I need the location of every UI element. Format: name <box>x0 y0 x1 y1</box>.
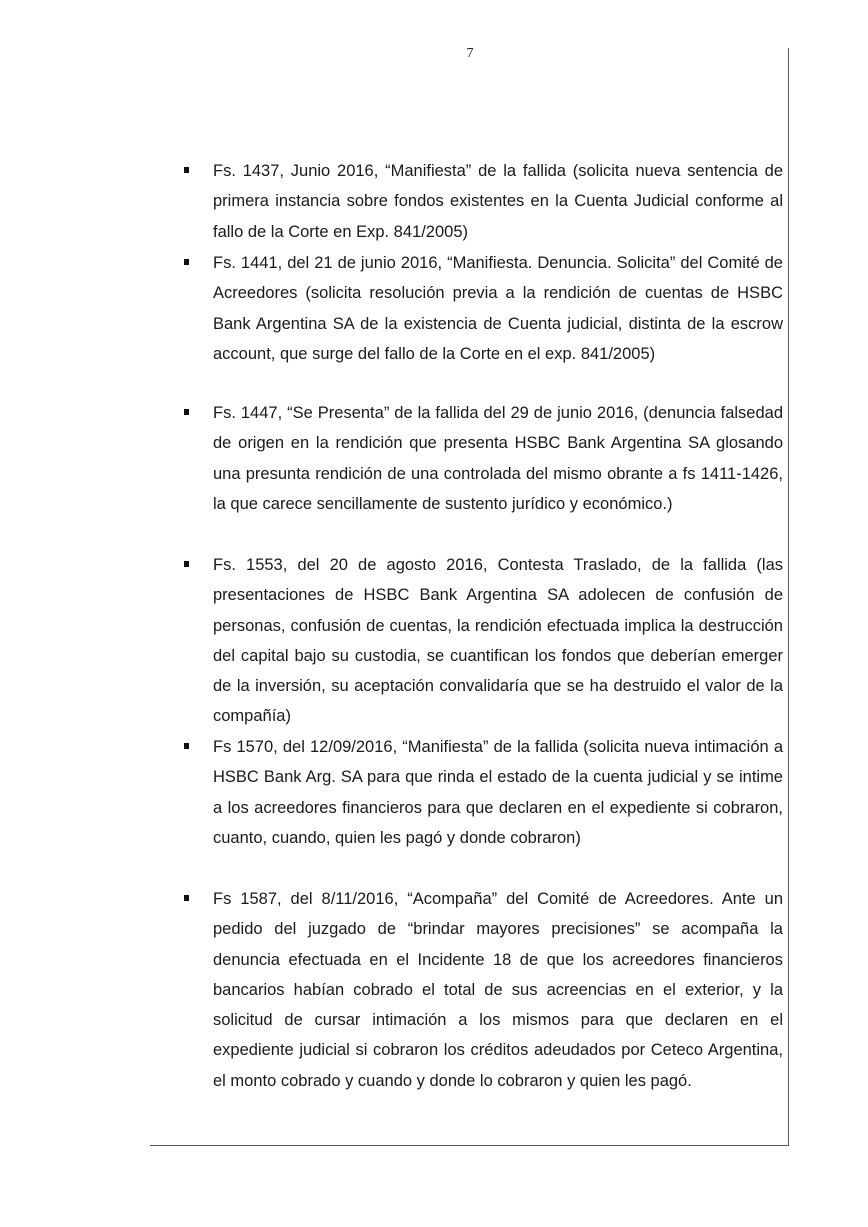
right-margin-rule <box>788 48 789 1145</box>
bullet-icon <box>184 895 189 901</box>
bullet-icon <box>184 409 189 415</box>
bullet-icon <box>184 743 189 749</box>
list-item-text: Fs. 1441, del 21 de junio 2016, “Manifiesta. Denuncia. Solicita” del Comité de Acreedores (solicita resolución previa a la rendición de cuentas de HSBC Bank Argentina SA de la existencia de Cuenta judicial, distinta de la escrow account, que surge del fallo de la Corte en el exp. 841/2005) <box>213 254 783 363</box>
list-item-text: Fs. 1553, del 20 de agosto 2016, Contesta Traslado, de la fallida (las presentaciones de HSBC Bank Argentina SA adolecen de confusión de personas, confusión de cuentas, la rendición efectuada implica la destrucción del capital bajo su custodia, se cuantifican los fondos que deberían emerger de la inversión, su aceptación convalidaría que se ha destruido el valor de la compañía) <box>213 556 783 726</box>
bullet-icon <box>184 167 189 173</box>
list-item-text: Fs 1570, del 12/09/2016, “Manifiesta” de la fallida (solicita nueva intimación a HSBC Bank Arg. SA para que rinda el estado de la cuenta judicial y se intime a los acreedores financieros para que declaren en el expediente si cobraron, cuanto, cuando, quien les pagó y donde cobraron) <box>213 738 783 847</box>
list-item-text: Fs. 1447, “Se Presenta” de la fallida del 29 de junio 2016, (denuncia falsedad de origen en la rendición que presenta HSBC Bank Argentina SA glosando una presunta rendición de una controlada del mismo obrante a fs 1411-1426, la que carece sencillamente de sustento jurídico y económico.) <box>213 404 783 513</box>
page-number: 7 <box>466 46 474 61</box>
list-item-text: Fs 1587, del 8/11/2016, “Acompaña” del Comité de Acreedores. Ante un pedido del juzgado de “brindar mayores precisiones” se acompaña la denuncia efectuada en el Incidente 18 de que los acreedores financieros bancarios habían cobrado el total de sus acreencias en el exterior, y la solicitud de cursar intimación a los mismos para que declaren en el expediente judicial si cobraron los créditos adeudados por Ceteco Argentina, el monto cobrado y cuando y donde lo cobraron y quien les pagó. <box>213 890 783 1090</box>
bottom-margin-rule <box>150 1145 789 1146</box>
list-item-text: Fs. 1437, Junio 2016, “Manifiesta” de la fallida (solicita nueva sentencia de primera instancia sobre fondos existentes en la Cuenta Judicial conforme al fallo de la Corte en Exp. 841/2005) <box>213 162 783 241</box>
bullet-icon <box>184 259 189 265</box>
bullet-icon <box>184 561 189 567</box>
